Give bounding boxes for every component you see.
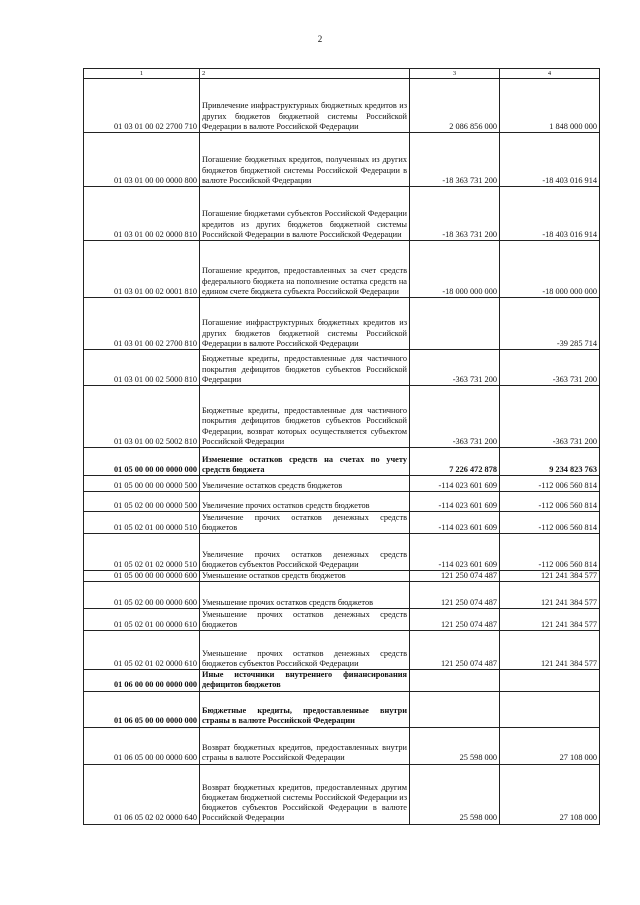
row-value-col4: 9 234 823 763	[500, 448, 600, 476]
row-name: Иные источники внутреннего финансирования дефицитов бюджетов	[200, 670, 410, 691]
row-name: Увеличение остатков средств бюджетов	[200, 476, 410, 492]
table-row	[84, 582, 600, 609]
row-value-col4: -18 000 000 000	[500, 241, 600, 298]
row-name: Погашение кредитов, предоставленных за счет средств федерального бюджета на пополнение остатка средств на едином счете бюджета субъекта Российской Федерации	[200, 241, 410, 298]
row-value-col4	[500, 691, 600, 727]
row-value-col3: -18 363 731 200	[410, 187, 500, 241]
row-value-col4	[500, 670, 600, 691]
row-code: 01 03 01 00 02 2700 810	[84, 298, 200, 350]
row-value-col4: -112 006 560 814	[500, 534, 600, 571]
row-value-col4: -112 006 560 814	[500, 492, 600, 512]
column-header-1: 1	[84, 69, 200, 79]
row-code: 01 03 01 00 02 5002 810	[84, 386, 200, 448]
row-name: Уменьшение прочих остатков средств бюджетов	[200, 582, 410, 609]
row-code: 01 05 02 01 00 0000 510	[84, 512, 200, 534]
row-value-col4: 121 241 384 577	[500, 631, 600, 670]
row-name: Погашение бюджетами субъектов Российской Федерации кредитов из других бюджетов бюджетной системы Российской Федерации в валюте Российской Федерации	[200, 187, 410, 241]
row-name: Изменение остатков средств на счетах по учету средств бюджета	[200, 448, 410, 476]
row-code: 01 05 02 01 02 0000 610	[84, 631, 200, 670]
table-row	[84, 727, 600, 764]
row-value-col3: 121 250 074 487	[410, 571, 500, 582]
table-row	[84, 350, 600, 386]
row-value-col3: -114 023 601 609	[410, 512, 500, 534]
row-value-col3: 7 226 472 878	[410, 448, 500, 476]
row-value-col3: 25 598 000	[410, 764, 500, 824]
row-value-col4: -363 731 200	[500, 350, 600, 386]
row-code: 01 03 01 00 02 2700 710	[84, 79, 200, 133]
table-row	[84, 187, 600, 241]
row-value-col3: 25 598 000	[410, 727, 500, 764]
row-name: Возврат бюджетных кредитов, предоставленных внутри страны в валюте Российской Федерации	[200, 727, 410, 764]
column-header-4: 4	[500, 69, 600, 79]
row-value-col3: -363 731 200	[410, 350, 500, 386]
row-value-col4: 121 241 384 577	[500, 609, 600, 631]
row-value-col3: -18 000 000 000	[410, 241, 500, 298]
row-code: 01 05 02 01 00 0000 610	[84, 609, 200, 631]
row-value-col3	[410, 670, 500, 691]
row-name: Погашение инфраструктурных бюджетных кредитов из других бюджетов бюджетной системы Российской Федерации в валюте Российской Федерации	[200, 298, 410, 350]
row-code: 01 03 01 00 00 0000 800	[84, 133, 200, 187]
row-code: 01 06 05 02 02 0000 640	[84, 764, 200, 824]
row-value-col3: 121 250 074 487	[410, 631, 500, 670]
row-name: Увеличение прочих остатков средств бюджетов	[200, 492, 410, 512]
row-value-col3: 121 250 074 487	[410, 582, 500, 609]
table-row	[84, 241, 600, 298]
row-value-col4: -112 006 560 814	[500, 476, 600, 492]
budget-sources-table	[83, 68, 600, 825]
table-row	[84, 448, 600, 476]
row-value-col4: 27 108 000	[500, 727, 600, 764]
row-name: Бюджетные кредиты, предоставленные для частичного покрытия дефицитов бюджетов субъектов Российской Федерации	[200, 350, 410, 386]
table-header-row	[84, 69, 600, 79]
row-code: 01 05 00 00 00 0000 600	[84, 571, 200, 582]
row-name: Привлечение инфраструктурных бюджетных кредитов из других бюджетов бюджетной системы Российской Федерации в валюте Российской Федерации	[200, 79, 410, 133]
row-value-col4: -39 285 714	[500, 298, 600, 350]
column-header-2: 2	[200, 69, 410, 79]
table-row	[84, 133, 600, 187]
row-name: Возврат бюджетных кредитов, предоставленных другим бюджетам бюджетной системы Российской Федерации из бюджетов субъектов Российской Федерации в валюте Российской Федерации	[200, 764, 410, 824]
table-row	[84, 571, 600, 582]
row-value-col4: -18 403 016 914	[500, 133, 600, 187]
row-value-col3: -18 363 731 200	[410, 133, 500, 187]
row-name: Бюджетные кредиты, предоставленные внутри страны в валюте Российской Федерации	[200, 691, 410, 727]
row-code: 01 05 00 00 00 0000 500	[84, 476, 200, 492]
table-row	[84, 298, 600, 350]
table-row	[84, 79, 600, 133]
row-code: 01 03 01 00 02 5000 810	[84, 350, 200, 386]
row-name: Увеличение прочих остатков денежных средств бюджетов	[200, 512, 410, 534]
row-value-col4: 1 848 000 000	[500, 79, 600, 133]
table-row	[84, 512, 600, 534]
row-name: Уменьшение остатков средств бюджетов	[200, 571, 410, 582]
row-value-col3	[410, 298, 500, 350]
table-row	[84, 492, 600, 512]
column-header-3: 3	[410, 69, 500, 79]
row-name: Уменьшение прочих остатков денежных средств бюджетов субъектов Российской Федерации	[200, 631, 410, 670]
row-value-col4: 121 241 384 577	[500, 571, 600, 582]
table-row	[84, 691, 600, 727]
table-body	[84, 69, 600, 825]
row-value-col3: -114 023 601 609	[410, 492, 500, 512]
row-code: 01 05 00 00 00 0000 000	[84, 448, 200, 476]
row-code: 01 06 05 00 00 0000 000	[84, 691, 200, 727]
table-row	[84, 631, 600, 670]
row-value-col4: 121 241 384 577	[500, 582, 600, 609]
row-code: 01 03 01 00 02 0001 810	[84, 241, 200, 298]
table-row	[84, 670, 600, 691]
row-value-col3: -363 731 200	[410, 386, 500, 448]
row-value-col3	[410, 691, 500, 727]
table-row	[84, 534, 600, 571]
row-value-col3: -114 023 601 609	[410, 476, 500, 492]
row-code: 01 05 02 00 00 0000 600	[84, 582, 200, 609]
row-code: 01 03 01 00 02 0000 810	[84, 187, 200, 241]
row-value-col4: -363 731 200	[500, 386, 600, 448]
row-code: 01 06 05 00 00 0000 600	[84, 727, 200, 764]
row-value-col4: -112 006 560 814	[500, 512, 600, 534]
row-value-col3: 121 250 074 487	[410, 609, 500, 631]
table-row	[84, 764, 600, 824]
row-code: 01 05 02 01 02 0000 510	[84, 534, 200, 571]
page-number: 2	[317, 34, 323, 44]
row-code: 01 05 02 00 00 0000 500	[84, 492, 200, 512]
table-row	[84, 476, 600, 492]
row-name: Погашение бюджетных кредитов, полученных из других бюджетов бюджетной системы Российской Федерации в валюте Российской Федерации	[200, 133, 410, 187]
row-name: Бюджетные кредиты, предоставленные для частичного покрытия дефицитов бюджетов субъектов Российской Федерации, возврат которых осуществляется субъектом Российской Федерации	[200, 386, 410, 448]
row-code: 01 06 00 00 00 0000 000	[84, 670, 200, 691]
row-name: Увеличение прочих остатков денежных средств бюджетов субъектов Российской Федерации	[200, 534, 410, 571]
table-row	[84, 386, 600, 448]
table-row	[84, 609, 600, 631]
row-value-col3: -114 023 601 609	[410, 534, 500, 571]
row-name: Уменьшение прочих остатков денежных средств бюджетов	[200, 609, 410, 631]
row-value-col3: 2 086 856 000	[410, 79, 500, 133]
row-value-col4: 27 108 000	[500, 764, 600, 824]
row-value-col4: -18 403 016 914	[500, 187, 600, 241]
